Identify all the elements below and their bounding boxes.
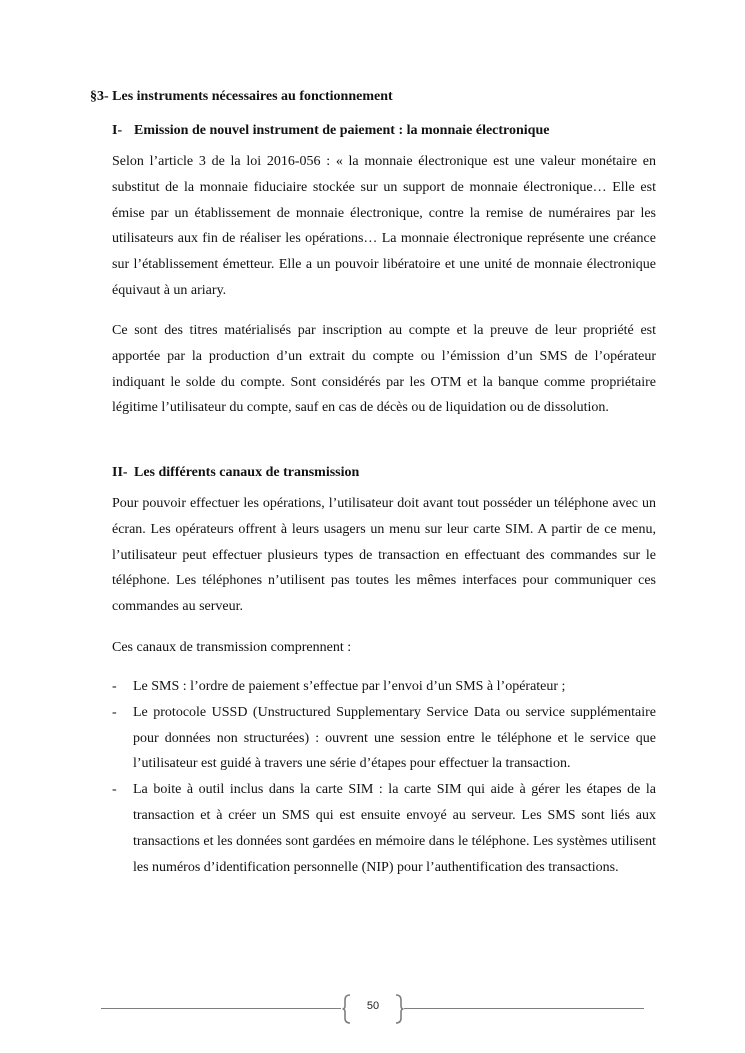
part1-number: I- <box>112 123 123 138</box>
part1-title: Emission de nouvel instrument de paiement : la monnaie électronique <box>134 123 550 138</box>
list-item-text: Le protocole USSD (Unstructured Supplementary Service Data ou service supplémentaire pour données non structurées) : ouvrent une session entre le téléphone et le service que l’utilisateur est guidé à travers une série d’étapes pour effectuer la transaction. <box>133 704 656 772</box>
section-title: §3- Les instruments nécessaires au fonctionnement <box>90 89 393 104</box>
footer-rule-right <box>404 1008 644 1009</box>
part2-paragraph-2: Ces canaux de transmission comprennent : <box>112 640 352 655</box>
list-item-text: Le SMS : l’ordre de paiement s’effectue par l’envoi d’un SMS à l’opérateur ; <box>133 679 566 694</box>
part1-paragraph-1: Selon l’article 3 de la loi 2016-056 : « la monnaie électronique est une valeur monétaire en substitut de la monnaie fiduciaire stockée sur un support de monnaie électronique… Elle est émise par un établissement de monnaie électronique, contre la remise de numéraires par les utilisateurs aux fin de réaliser les opérations… La monnaie électronique représente une créance sur l’établissement émetteur. Elle a un pouvoir libératoire et une unité de monnaie électronique équivaut à un ariary. <box>112 154 656 298</box>
list-item <box>112 700 656 777</box>
part2-heading <box>112 465 359 481</box>
part2-number: II- <box>112 465 128 480</box>
list-item <box>112 777 656 880</box>
footer-rule-left <box>101 1008 341 1009</box>
left-brace-icon <box>342 994 352 1024</box>
part2-title: Les différents canaux de transmission <box>134 465 360 480</box>
bullet-dash: - <box>112 782 117 798</box>
part2-paragraph-1: Pour pouvoir effectuer les opérations, l’utilisateur doit avant tout posséder un téléphone avec un écran. Les opérateurs offrent à leurs usagers un menu sur leur carte SIM. A partir de ce menu, l’utilisateur peut effectuer plusieurs types de transaction en effectuant des commandes sur le téléphone. Les téléphones n’utilisent pas toutes les mêmes interfaces pour communiquer ces commandes au serveur. <box>112 496 656 615</box>
page-number: 50 <box>366 1000 380 1012</box>
list-item <box>112 674 656 700</box>
part1-paragraph-2: Ce sont des titres matérialisés par inscription au compte et la preuve de leur propriété est apportée par la production d’un extrait du compte ou l’émission d’un SMS de l’opérateur indiquant le solde du compte. Sont considérés par les OTM et la banque comme propriétaire légitime l’utilisateur du compte, sauf en cas de décès ou de liquidation ou de dissolution. <box>112 323 656 416</box>
part1-heading <box>112 123 549 139</box>
bullet-dash: - <box>112 679 117 694</box>
transmission-channels-list <box>112 674 656 880</box>
list-item-text: La boite à outil inclus dans la carte SIM : la carte SIM qui aide à gérer les étapes de la transaction et à créer un SMS qui est ensuite envoyé au serveur. Les SMS sont liés aux transactions et les données sont gardées en mémoire dans le téléphone. Les systèmes utilisent les numéros d’identification personnelle (NIP) pour l’authentification des transactions. <box>133 782 656 875</box>
bullet-dash: - <box>112 704 117 720</box>
right-brace-icon <box>394 994 404 1024</box>
